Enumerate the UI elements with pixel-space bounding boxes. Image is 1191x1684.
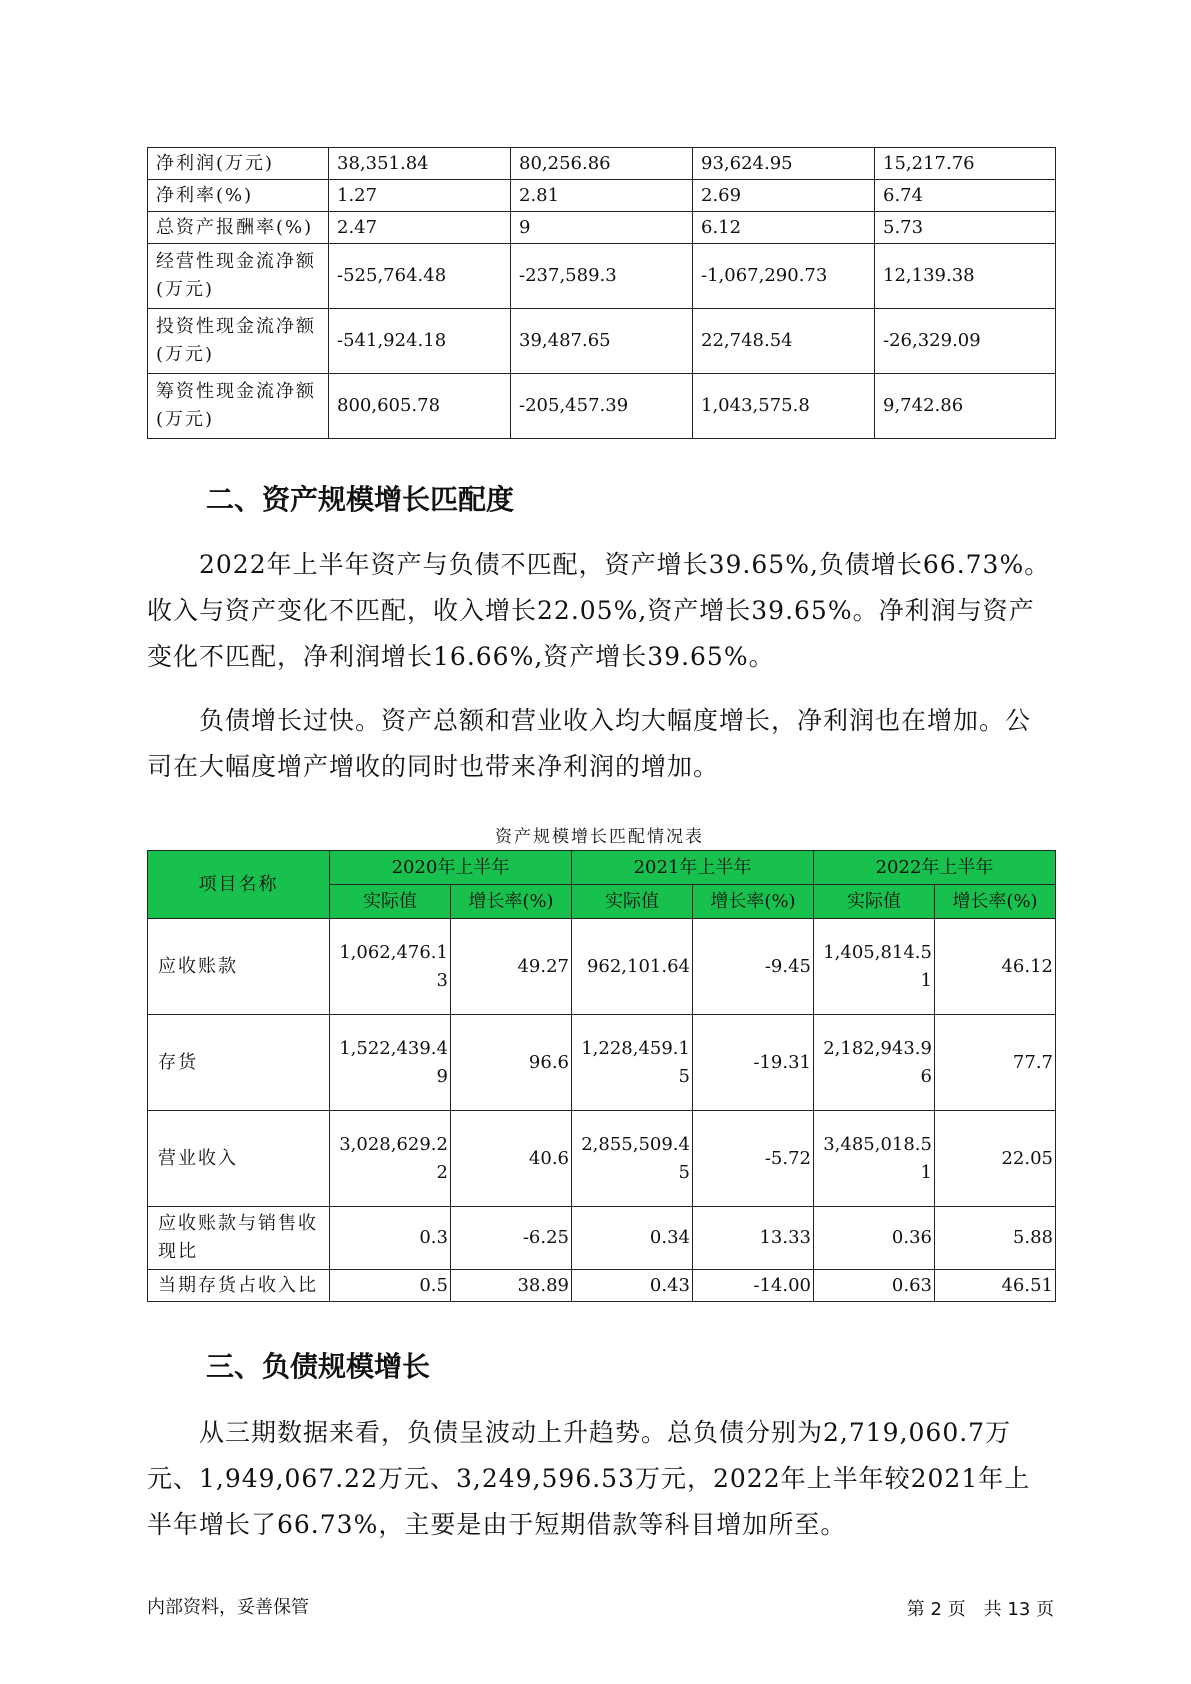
cell: -1,067,290.73 (693, 244, 875, 309)
table-row (148, 919, 1056, 1015)
footer-note: 内部资料，妥善保管 (147, 1597, 309, 1618)
table-row (148, 1270, 1056, 1302)
cell: 2.81 (511, 180, 693, 212)
cell: 0.3 (330, 1207, 451, 1270)
cell: 39,487.65 (511, 309, 693, 374)
cell: 49.27 (451, 919, 572, 1015)
table-row (148, 180, 1056, 212)
cell: 3,028,629.22 (330, 1111, 451, 1207)
header-actual: 实际值 (572, 885, 693, 919)
cell: 1.27 (329, 180, 511, 212)
cell: 22.05 (935, 1111, 1056, 1207)
header-growth: 增长率(%) (451, 885, 572, 919)
cell: 1,522,439.49 (330, 1015, 451, 1111)
cell: 0.63 (814, 1270, 935, 1302)
section-heading: 三、负债规模增长 (206, 1350, 431, 1383)
cell: 0.43 (572, 1270, 693, 1302)
cell: 1,405,814.51 (814, 919, 935, 1015)
cell: 2.47 (329, 212, 511, 244)
cell: 962,101.64 (572, 919, 693, 1015)
row-name: 存货 (148, 1015, 330, 1111)
table-row (148, 1015, 1056, 1111)
cell: 1,062,476.13 (330, 919, 451, 1015)
cell: 9 (511, 212, 693, 244)
header-growth: 增长率(%) (935, 885, 1056, 919)
cell: 800,605.78 (329, 374, 511, 439)
table-row (148, 212, 1056, 244)
row-name: 当期存货占收入比 (148, 1270, 330, 1302)
table-row (148, 1207, 1056, 1270)
cell: 1,043,575.8 (693, 374, 875, 439)
header-actual: 实际值 (814, 885, 935, 919)
row-label: 投资性现金流净额(万元) (148, 309, 329, 374)
cell: 22,748.54 (693, 309, 875, 374)
row-name: 应收账款与销售收现比 (148, 1207, 330, 1270)
cell: 13.33 (693, 1207, 814, 1270)
paragraph: 2022年上半年资产与负债不匹配，资产增长39.65%,负债增长66.73%。收入与资产变化不匹配，收入增长22.05%,资产增长39.65%。净利润与资产变化不匹配，净利润增长16.66%,资产增长39.65%。 (147, 550, 1051, 671)
table-caption: 资产规模增长匹配情况表 (495, 827, 704, 847)
row-label: 净利润(万元) (148, 148, 329, 180)
cell: 80,256.86 (511, 148, 693, 180)
cell: -19.31 (693, 1015, 814, 1111)
cell: -237,589.3 (511, 244, 693, 309)
cell: 2,182,943.96 (814, 1015, 935, 1111)
header-item-name: 项目名称 (148, 851, 330, 919)
cell: 12,139.38 (875, 244, 1056, 309)
row-label: 经营性现金流净额(万元) (148, 244, 329, 309)
cell: 1,228,459.15 (572, 1015, 693, 1111)
cell: 96.6 (451, 1015, 572, 1111)
page-number: 第 2 页 共 13 页 (906, 1599, 1054, 1620)
cell: 5.73 (875, 212, 1056, 244)
cell: 46.51 (935, 1270, 1056, 1302)
financial-metrics-table (147, 147, 1056, 439)
cell: 38,351.84 (329, 148, 511, 180)
cell: -525,764.48 (329, 244, 511, 309)
cell: 9,742.86 (875, 374, 1056, 439)
row-label: 总资产报酬率(%) (148, 212, 329, 244)
cell: -9.45 (693, 919, 814, 1015)
section-heading: 二、资产规模增长匹配度 (206, 483, 515, 516)
cell: 6.12 (693, 212, 875, 244)
section-body (147, 1410, 1052, 1566)
table-row (148, 148, 1056, 180)
paragraph: 负债增长过快。资产总额和营业收入均大幅度增长，净利润也在增加。公司在大幅度增产增收的同时也带来净利润的增加。 (147, 706, 1032, 781)
cell: -541,924.18 (329, 309, 511, 374)
paragraph: 从三期数据来看，负债呈波动上升趋势。总负债分别为2,719,060.7万元、1,949,067.22万元、3,249,596.53万元，2022年上半年较2021年上半年增长了66.73%，主要是由于短期借款等科目增加所至。 (147, 1418, 1031, 1539)
cell: 2,855,509.45 (572, 1111, 693, 1207)
header-row (148, 851, 1056, 885)
cell: 40.6 (451, 1111, 572, 1207)
header-period: 2022年上半年 (814, 851, 1056, 885)
header-growth: 增长率(%) (693, 885, 814, 919)
cell: 0.5 (330, 1270, 451, 1302)
table-row (148, 1111, 1056, 1207)
table-row (148, 374, 1056, 439)
asset-growth-table (147, 850, 1056, 1302)
cell: 0.36 (814, 1207, 935, 1270)
section-body (147, 542, 1052, 808)
cell: 93,624.95 (693, 148, 875, 180)
table-row (148, 309, 1056, 374)
cell: 6.74 (875, 180, 1056, 212)
cell: -205,457.39 (511, 374, 693, 439)
cell: 5.88 (935, 1207, 1056, 1270)
header-period: 2020年上半年 (330, 851, 572, 885)
row-name: 营业收入 (148, 1111, 330, 1207)
cell: 0.34 (572, 1207, 693, 1270)
row-name: 应收账款 (148, 919, 330, 1015)
table-row (148, 244, 1056, 309)
cell: 77.7 (935, 1015, 1056, 1111)
row-label: 净利率(%) (148, 180, 329, 212)
cell: -14.00 (693, 1270, 814, 1302)
cell: 2.69 (693, 180, 875, 212)
header-actual: 实际值 (330, 885, 451, 919)
cell: 15,217.76 (875, 148, 1056, 180)
cell: 46.12 (935, 919, 1056, 1015)
cell: 3,485,018.51 (814, 1111, 935, 1207)
row-label: 筹资性现金流净额(万元) (148, 374, 329, 439)
cell: -26,329.09 (875, 309, 1056, 374)
cell: 38.89 (451, 1270, 572, 1302)
cell: -6.25 (451, 1207, 572, 1270)
header-period: 2021年上半年 (572, 851, 814, 885)
cell: -5.72 (693, 1111, 814, 1207)
